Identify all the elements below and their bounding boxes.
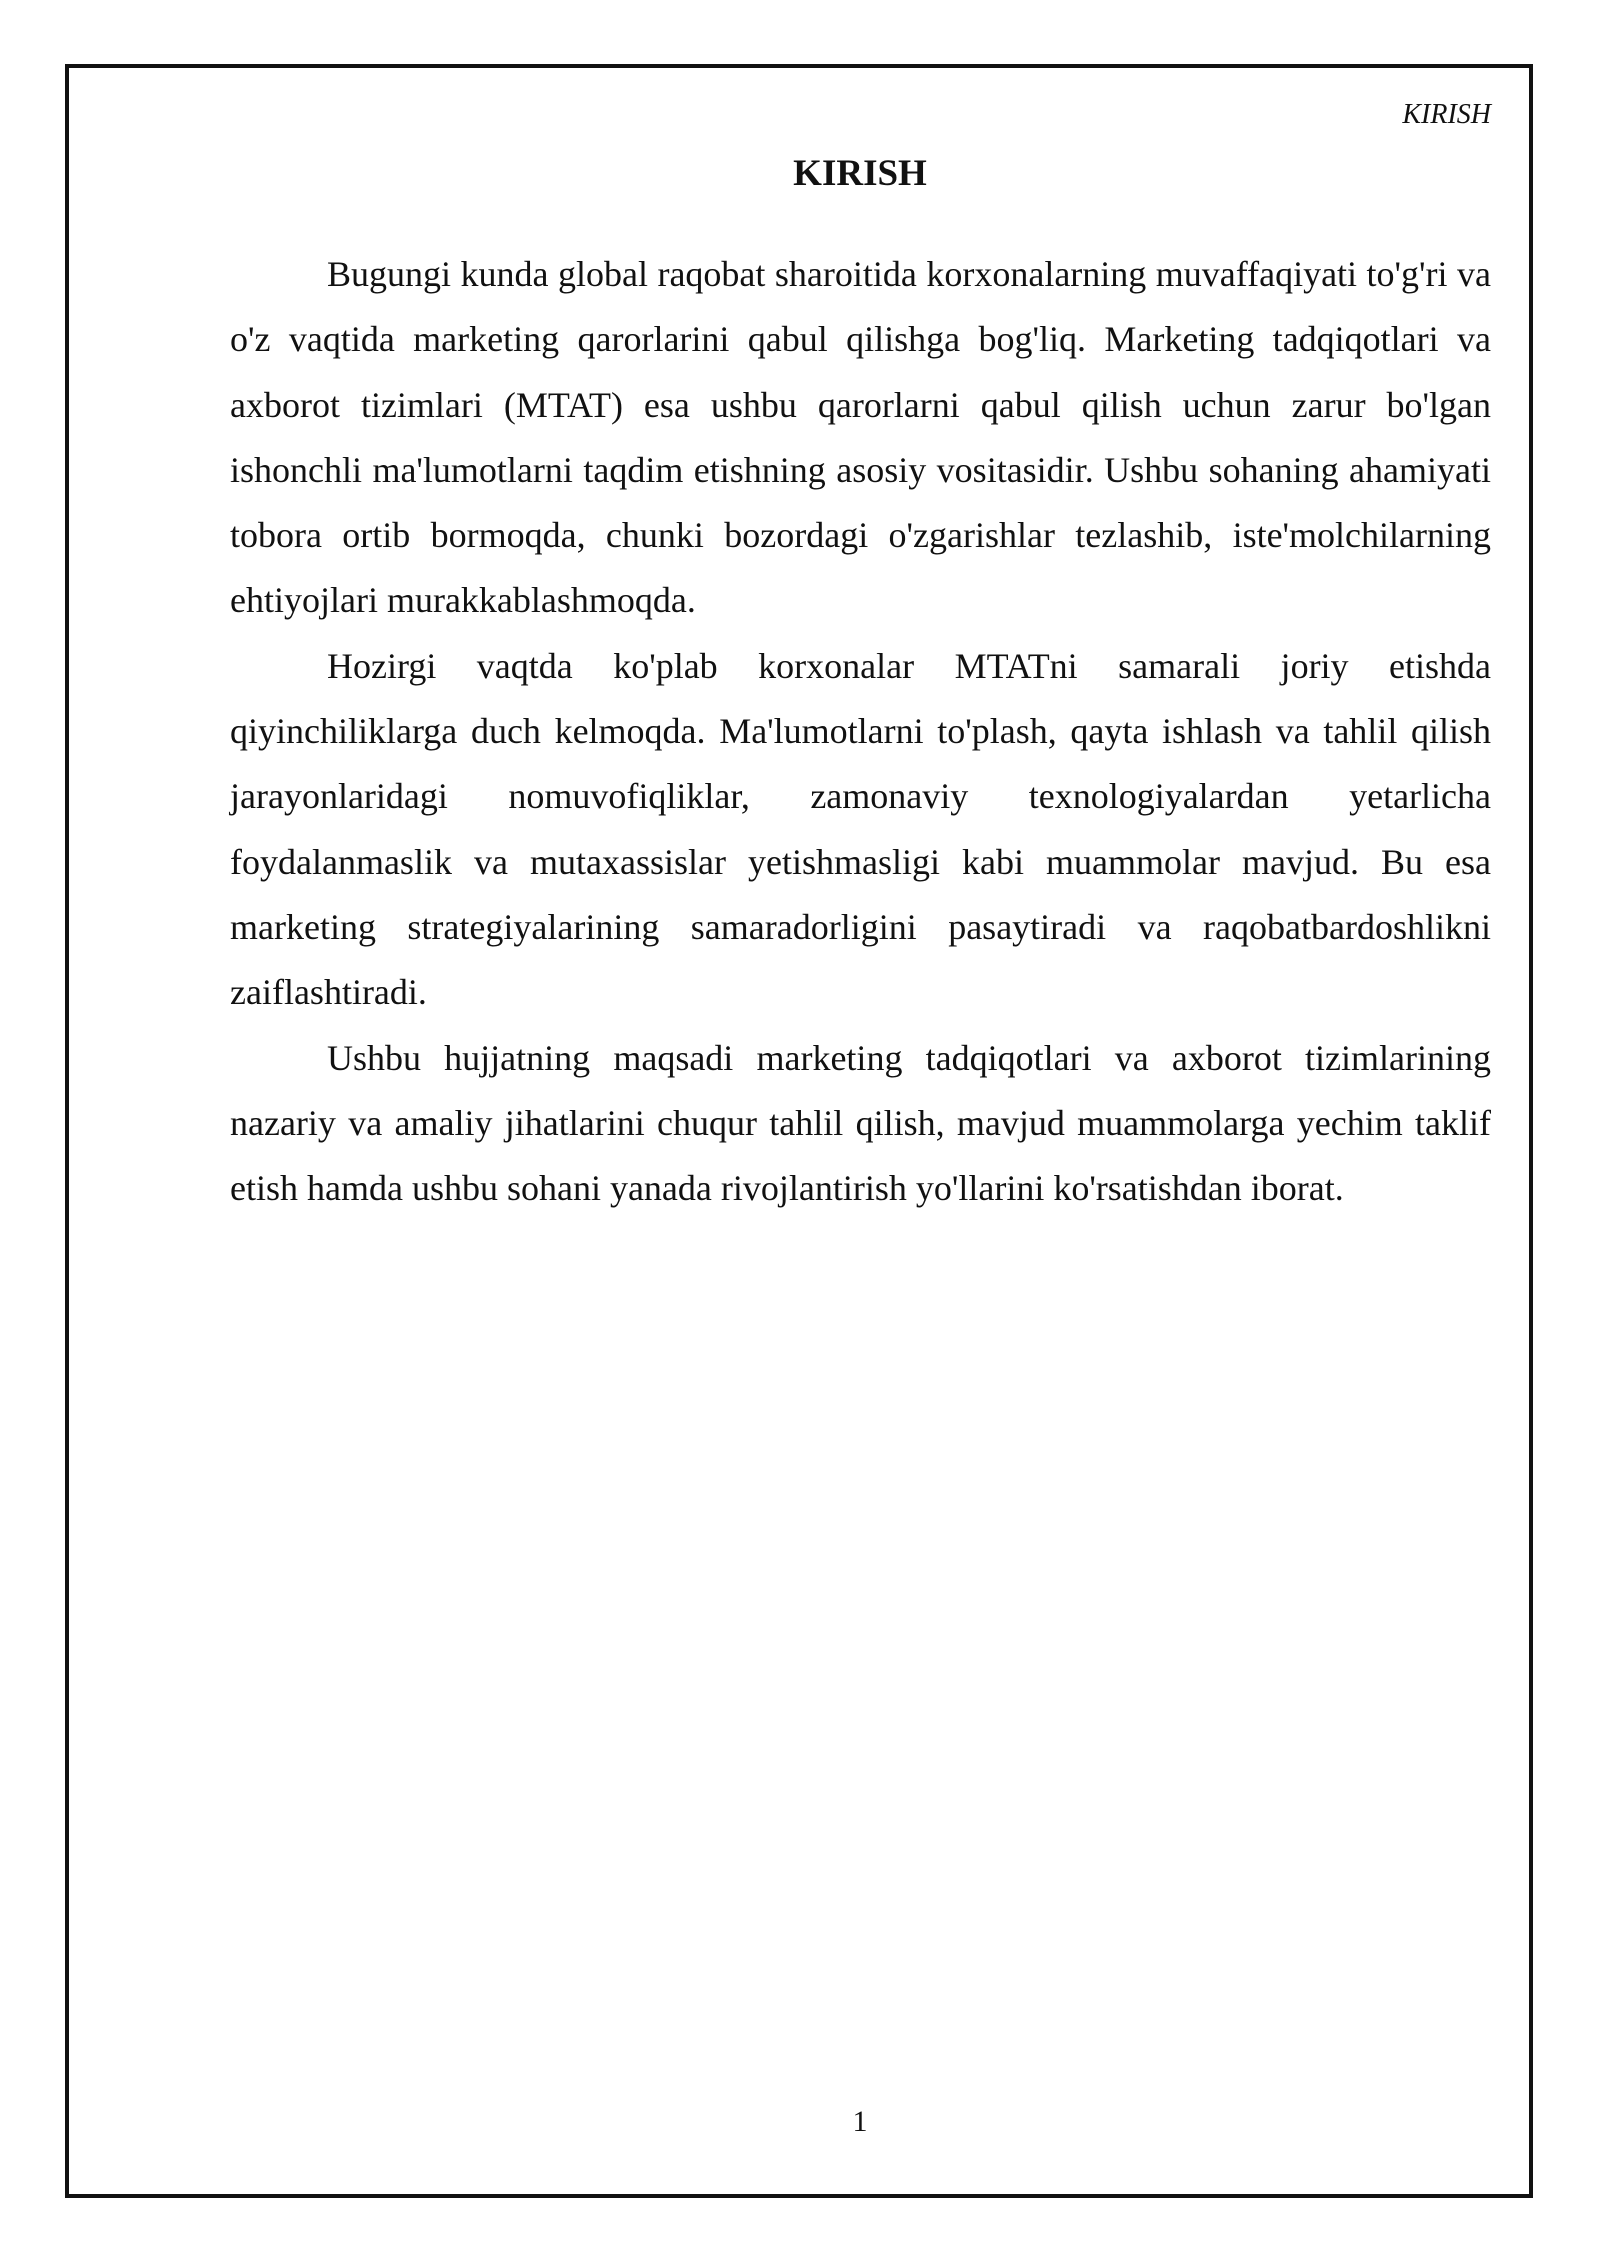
running-header: KIRISH: [1402, 99, 1491, 130]
paragraph-problems: Hozirgi vaqtda ko'plab korxonalar MTATni samarali joriy etishda qiyinchiliklarga duch kelmoqda. Ma'lumotlarni to'plash, qayta ishlash va tahlil qilish jarayonlaridagi nomuvofiqliklar, zamonaviy texnologiyalardan yetarlicha foydalanmaslik va mutaxassislar yetishmasligi kabi muammolar mavjud. Bu esa marketing strategiyalarining samaradorligini pasaytiradi va raqobatbardoshlikni zaiflashtiradi.: [230, 645, 1491, 1013]
body-text: [230, 242, 1491, 1221]
page-title: KIRISH: [793, 153, 927, 194]
page-number: 1: [852, 2105, 868, 2138]
paragraph-intro: Bugungi kunda global raqobat sharoitida korxonalarning muvaffaqiyati to'g'ri va o'z vaqtida marketing qarorlarini qabul qilishga bog'liq. Marketing tadqiqotlari va axborot tizimlari (MTAT) esa ushbu qarorlarni qabul qilish uchun zarur bo'lgan ishonchli ma'lumotlarni taqdim etishning asosiy vositasidir. Ushbu sohaning ahamiyati tobora ortib bormoqda, chunki bozordagi o'zgarishlar tezlashib, iste'molchilarning ehtiyojlari murakkablashmoqda.: [230, 254, 1491, 621]
paragraph-purpose: Ushbu hujjatning maqsadi marketing tadqiqotlari va axborot tizimlarining nazariy va amaliy jihatlarini chuqur tahlil qilish, mavjud muammolarga yechim taklif etish hamda ushbu sohani yanada rivojlantirish yo'llarini ko'rsatishdan iborat.: [230, 1037, 1491, 1209]
